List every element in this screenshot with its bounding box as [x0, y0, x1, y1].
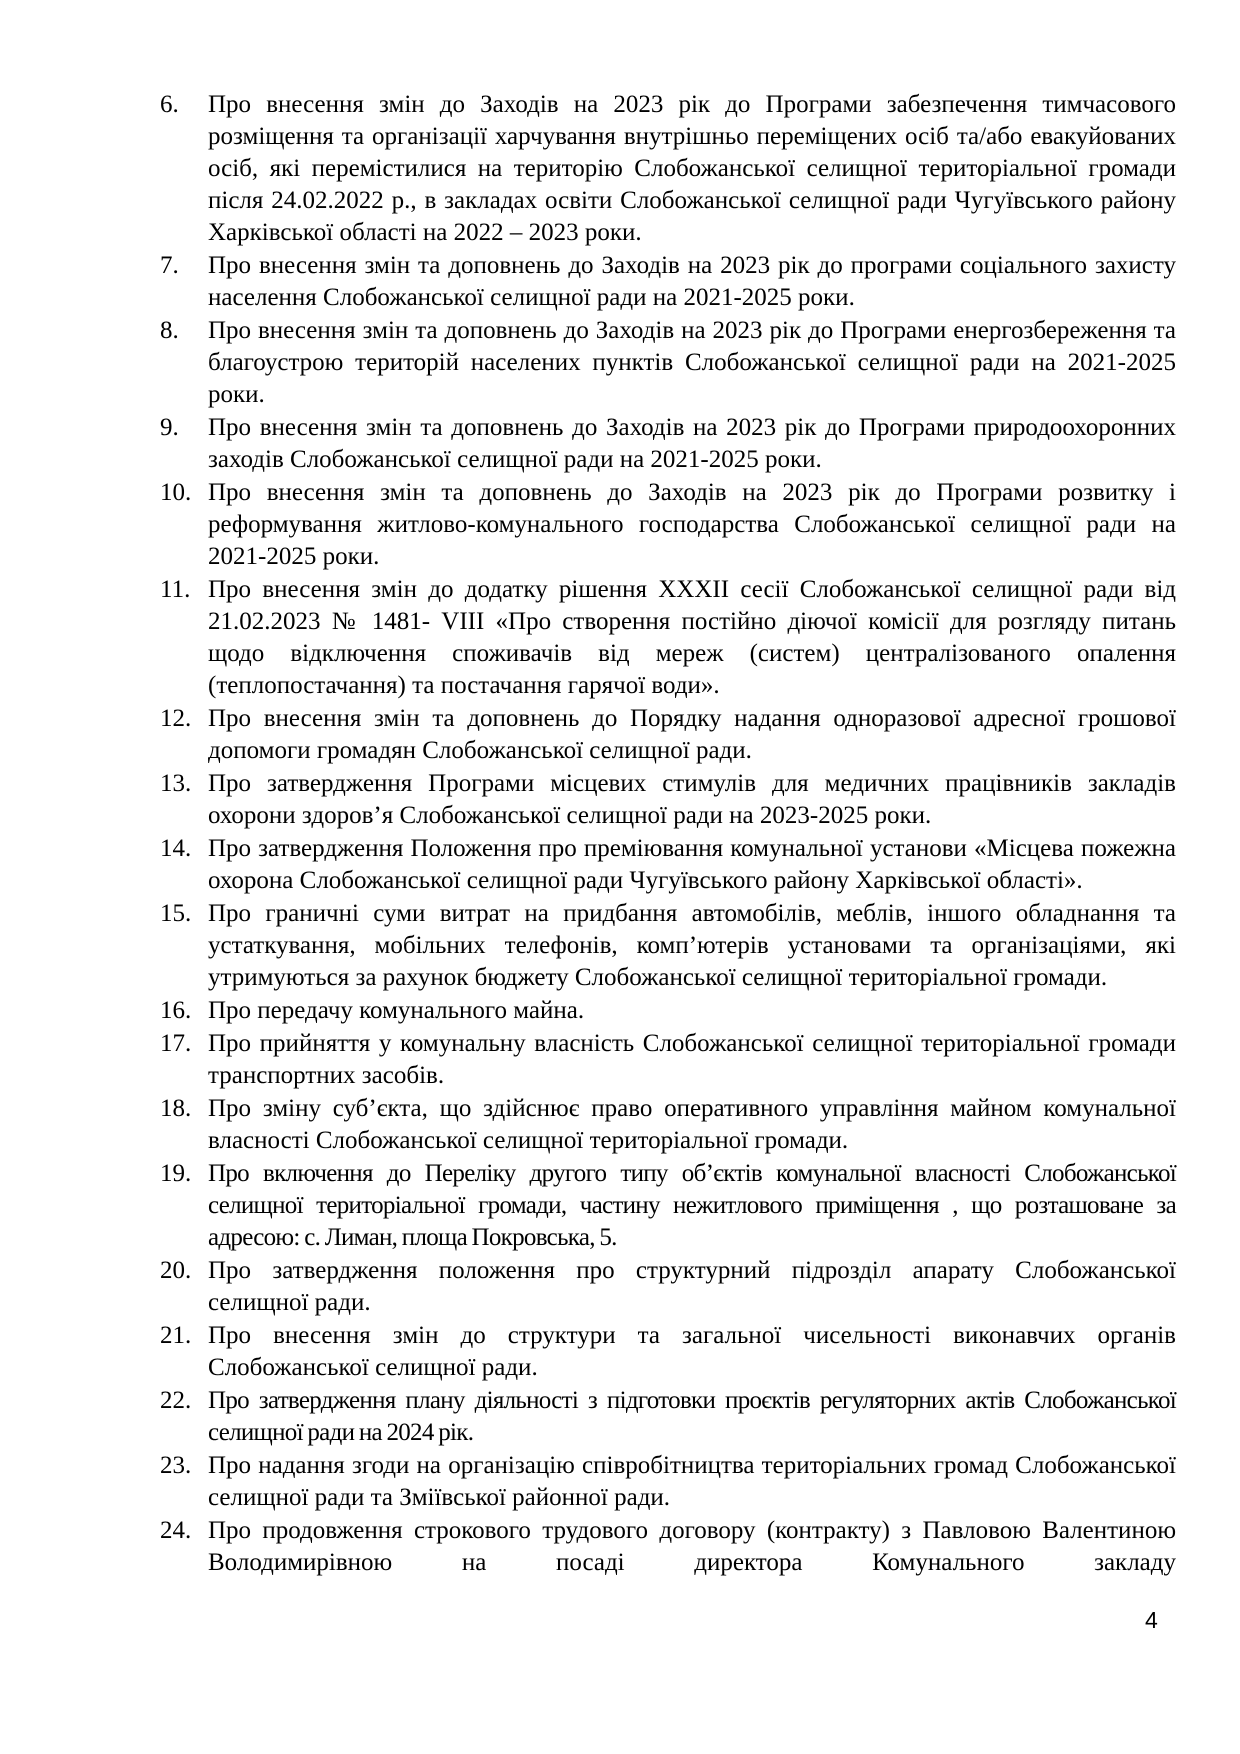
item-number: 22.	[160, 1387, 192, 1414]
item-text: Про передачу комунального майна.	[208, 997, 585, 1024]
item-text: Про внесення змін та доповнень до Заходів на 2023 рік до програми соціального захисту населення Слобожанської селищної ради на 2021-2025 роки.	[208, 252, 1176, 311]
item-number: 20.	[160, 1257, 192, 1284]
agenda-item	[160, 768, 1176, 832]
item-number: 24.	[160, 1517, 192, 1544]
item-number: 23.	[160, 1452, 192, 1479]
item-text: Про зміну суб’єкта, що здійснює право оперативного управління майном комунальної власності Слобожанської селищної територіальної громади.	[208, 1095, 1176, 1154]
item-text: Про затвердження Положення про преміювання комунальної установи «Місцева пожежна охорона Слобожанської селищної ради Чугуївського району Харківської області».	[208, 835, 1176, 894]
item-text: Про прийняття у комунальну власність Слобожанської селищної територіальної громади транспортних засобів.	[208, 1030, 1176, 1089]
item-text: Про внесення змін та доповнень до Порядку надання одноразової адресної грошової допомоги громадян Слобожанської селищної ради.	[208, 705, 1176, 764]
item-number: 10.	[160, 479, 192, 506]
item-number: 8.	[160, 317, 179, 344]
agenda-item	[160, 412, 1176, 476]
agenda-item	[160, 1255, 1176, 1319]
agenda-item	[160, 1450, 1176, 1514]
item-number: 7.	[160, 252, 179, 279]
item-number: 12.	[160, 705, 192, 732]
item-number: 13.	[160, 770, 192, 797]
agenda-item	[160, 703, 1176, 767]
item-text: Про граничні суми витрат на придбання автомобілів, меблів, іншого обладнання та устаткування, мобільних телефонів, комп’ютерів установами та організаціями, які утримуються за рахунок бюджету Слобожанської селищної територіальної громади.	[208, 900, 1176, 991]
agenda-item	[160, 1093, 1176, 1157]
agenda-item	[160, 89, 1176, 249]
item-text: Про затвердження плану діяльності з підготовки проєктів регуляторних актів Слобожанської селищної ради на 2024 рік.	[208, 1387, 1176, 1446]
item-number: 6.	[160, 91, 179, 118]
item-number: 21.	[160, 1322, 192, 1349]
item-text: Про затвердження положення про структурний підрозділ апарату Слобожанської селищної ради.	[208, 1257, 1176, 1316]
item-number: 19.	[160, 1160, 192, 1187]
agenda-item	[160, 1515, 1176, 1579]
item-text: Про внесення змін та доповнень до Заходів на 2023 рік до Програми енергозбереження та благоустрою територій населених пунктів Слобожанської селищної ради на 2021-2025 роки.	[208, 317, 1176, 408]
agenda-item	[160, 995, 1176, 1027]
agenda-item	[160, 898, 1176, 994]
item-text: Про внесення змін та доповнень до Заходів на 2023 рік до Програми природоохоронних заходів Слобожанської селищної ради на 2021-2025 роки.	[208, 414, 1176, 473]
item-number: 9.	[160, 414, 179, 441]
agenda-item	[160, 250, 1176, 314]
agenda-list	[160, 89, 1176, 1580]
item-text: Про внесення змін до структури та загальної чисельності виконавчих органів Слобожанської селищної ради.	[208, 1322, 1176, 1381]
item-number: 11.	[160, 576, 191, 603]
page-number: 4	[1145, 1607, 1158, 1633]
agenda-item	[160, 1158, 1176, 1254]
item-text: Про продовження строкового трудового договору (контракту) з Павловою Валентиною Володимирівною на посаді директора Комунального закладу	[208, 1517, 1176, 1576]
item-text: Про внесення змін та доповнень до Заходів на 2023 рік до Програми розвитку і реформування житлово-комунального господарства Слобожанської селищної ради на 2021-2025 роки.	[208, 479, 1176, 570]
item-number: 14.	[160, 835, 192, 862]
agenda-item	[160, 1320, 1176, 1384]
item-number: 18.	[160, 1095, 192, 1122]
item-number: 16.	[160, 997, 192, 1024]
item-text: Про внесення змін до Заходів на 2023 рік до Програми забезпечення тимчасового розміщення та організації харчування внутрішньо переміщених осіб та/або евакуйованих осіб, які перемістилися на територію Слобожанської селищної територіальної громади після 24.02.2022 р., в закладах освіти Слобожанської селищної ради Чугуївського району Харківської області на 2022 – 2023 роки.	[208, 91, 1176, 246]
agenda-item	[160, 574, 1176, 702]
agenda-item	[160, 833, 1176, 897]
agenda-item	[160, 477, 1176, 573]
item-number: 17.	[160, 1030, 192, 1057]
item-text: Про внесення змін до додатку рішення XXXII сесії Слобожанської селищної ради від 21.02.2023 № 1481- VIII «Про створення постійно діючої комісії для розгляду питань щодо відключення споживачів від мереж (систем) централізованого опалення (теплопостачання) та постачання гарячої води».	[208, 576, 1176, 699]
item-number: 15.	[160, 900, 192, 927]
item-text: Про включення до Переліку другого типу об’єктів комунальної власності Слобожанської селищної територіальної громади, частину нежитлового приміщення , що розташоване за адресою: с. Лиман, площа Покровська, 5.	[208, 1160, 1176, 1251]
item-text: Про затвердження Програми місцевих стимулів для медичних працівників закладів охорони здоров’я Слобожанської селищної ради на 2023-2025 роки.	[208, 770, 1176, 829]
agenda-item	[160, 315, 1176, 411]
agenda-item	[160, 1028, 1176, 1092]
item-text: Про надання згоди на організацію співробітництва територіальних громад Слобожанської селищної ради та Зміївської районної ради.	[208, 1452, 1176, 1511]
agenda-item	[160, 1385, 1176, 1449]
